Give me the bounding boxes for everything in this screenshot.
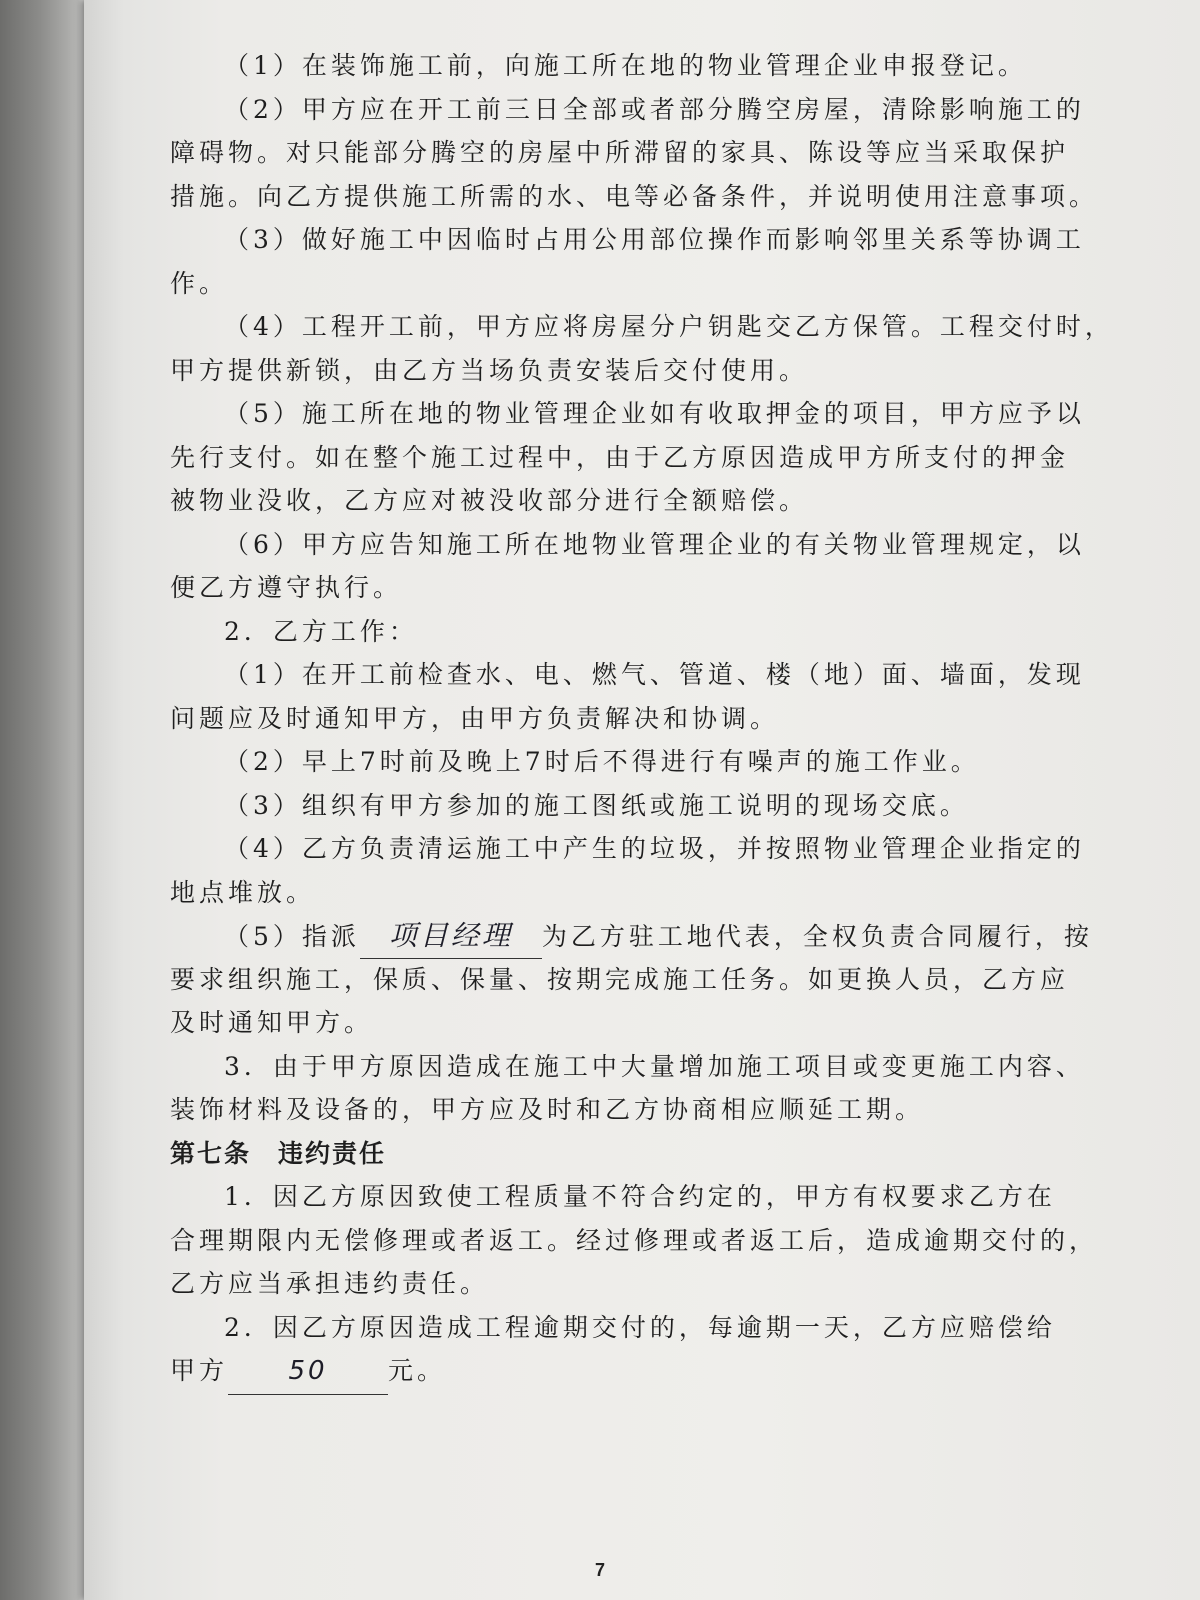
text-line: （1）在装饰施工前，向施工所在地的物业管理企业申报登记。 [224, 51, 1027, 80]
text-line: （1）在开工前检查水、电、燃气、管道、楼（地）面、墙面，发现 [224, 660, 1085, 689]
handwritten-representative-field: 项目经理 [360, 914, 542, 959]
text-line: 3．由于甲方原因造成在施工中大量增加施工项目或变更施工内容、 [224, 1051, 1085, 1081]
text-line: 装饰材料及设备的，甲方应及时和乙方协商相应顺延工期。 [170, 1095, 925, 1124]
text-line: 2．乙方工作： [224, 616, 418, 646]
text-line: 1．因乙方原因致使工程质量不符合约定的，甲方有权要求乙方在 [224, 1182, 1056, 1211]
text-line: （5）施工所在地的物业管理企业如有收取押金的项目，甲方应予以 [224, 399, 1085, 428]
text-line: 2．因乙方原因造成工程逾期交付的，每逾期一天，乙方应赔偿给 [224, 1312, 1056, 1342]
text-fragment: 元。 [388, 1356, 447, 1385]
contract-text [170, 44, 1130, 1393]
page-number: 7 [594, 1560, 605, 1580]
text-line: 及时通知甲方。 [170, 1008, 374, 1037]
text-line: （4）乙方负责清运施工中产生的垃圾，并按照物业管理企业指定的 [224, 834, 1085, 863]
text-line: （3）做好施工中因临时占用公用部位操作而影响邻里关系等协调工 [224, 225, 1085, 254]
article-heading: 第七条 违约责任 [170, 1138, 387, 1168]
text-fragment: 为乙方驻工地代表，全权负责合同履行，按 [541, 922, 1093, 951]
text-line: 问题应及时通知甲方，由甲方负责解决和协调。 [170, 703, 780, 733]
text-line: 先行支付。如在整个施工过程中，由于乙方原因造成甲方所支付的押金 [170, 442, 1070, 472]
text-line: （2）甲方应在开工前三日全部或者部分腾空房屋，清除影响施工的 [224, 94, 1085, 124]
text-line: （2）早上7时前及晚上7时后不得进行有噪声的施工作业。 [224, 747, 980, 776]
text-line: 要求组织施工，保质、保量、按期完成施工任务。如更换人员，乙方应 [170, 964, 1070, 994]
text-line: 障碍物。对只能部分腾空的房屋中所滞留的家具、陈设等应当采取保护 [170, 138, 1070, 167]
text-line: 作。 [170, 268, 229, 298]
text-fragment: （5）指派 [224, 922, 360, 951]
text-line: （4）工程开工前，甲方应将房屋分户钥匙交乙方保管。工程交付时， [224, 312, 1114, 341]
text-line: 乙方应当承担违约责任。 [170, 1269, 490, 1298]
text-line: 被物业没收，乙方应对被没收部分进行全额赔偿。 [170, 486, 809, 515]
text-line: （3）组织有甲方参加的施工图纸或施工说明的现场交底。 [224, 790, 969, 820]
text-line-representative [170, 914, 1130, 958]
text-line: 合理期限内无偿修理或者返工。经过修理或者返工后，造成逾期交付的， [170, 1225, 1099, 1255]
text-fragment: 甲方 [170, 1356, 229, 1385]
text-line: 措施。向乙方提供施工所需的水、电等必备条件，并说明使用注意事项。 [170, 181, 1099, 211]
text-line: 甲方提供新锁，由乙方当场负责安装后交付使用。 [170, 355, 809, 385]
text-line: （6）甲方应告知施工所在地物业管理企业的有关物业管理规定，以 [224, 529, 1085, 559]
text-line-penalty [170, 1349, 1130, 1393]
text-line: 便乙方遵守执行。 [170, 573, 403, 602]
handwritten-penalty-amount: 50 [228, 1350, 388, 1395]
text-line: 地点堆放。 [170, 877, 316, 907]
